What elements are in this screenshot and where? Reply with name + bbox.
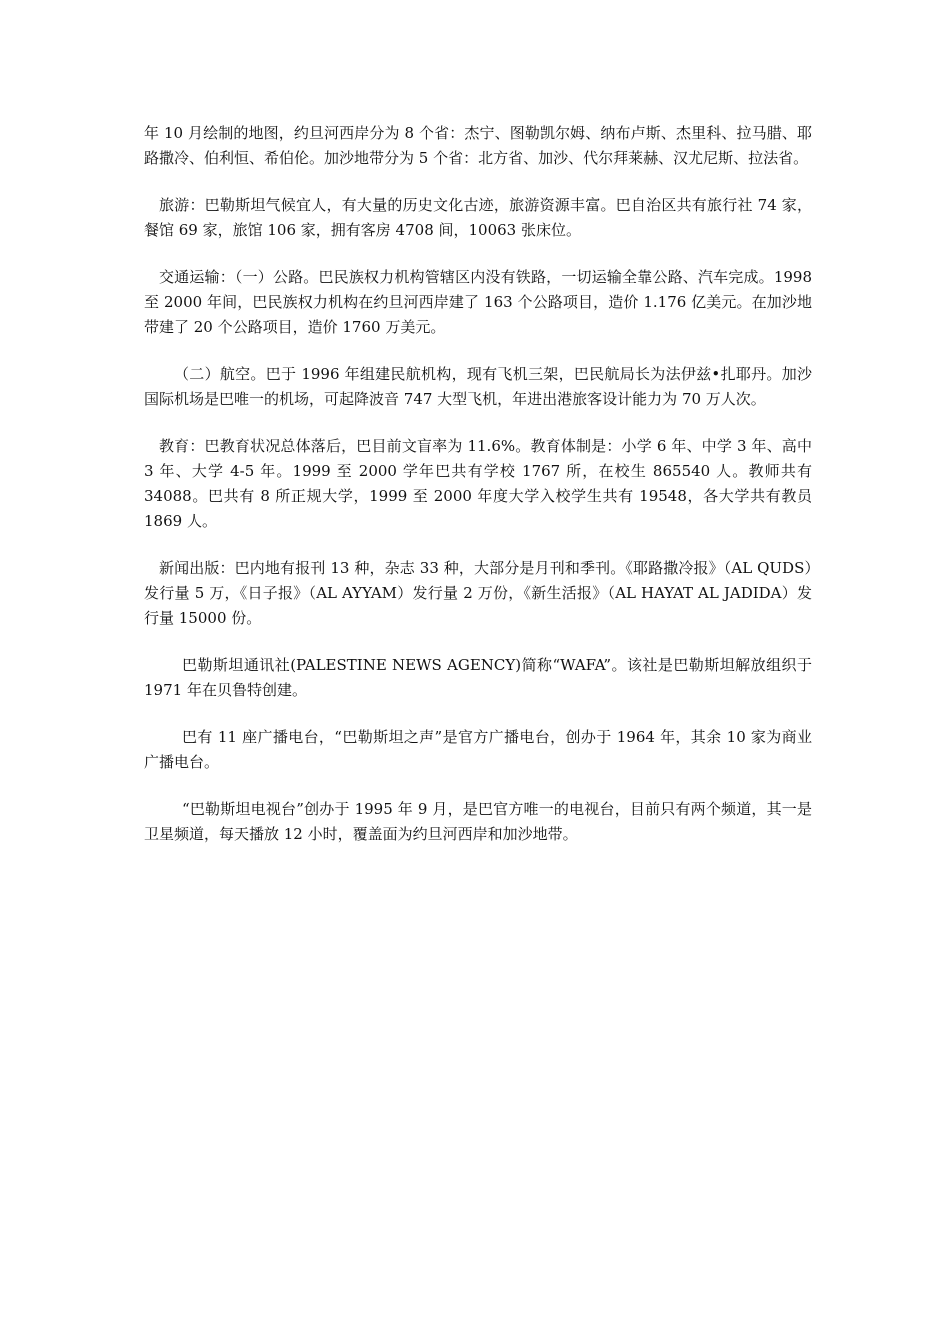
- paragraph-tourism: 旅游：巴勒斯坦气候宜人，有大量的历史文化古迹，旅游资源丰富。巴自治区共有旅行社 74 家，餐馆 69 家，旅馆 106 家，拥有客房 4708 间，10063 张床位。: [144, 196, 812, 239]
- paragraph-provinces: 年 10 月绘制的地图，约旦河西岸分为 8 个省：杰宁、图勒凯尔姆、纳布卢斯、杰里科、拉马腊、耶路撒冷、伯利恒、希伯伦。加沙地带分为 5 个省：北方省、加沙、代尔拜莱赫、汉尤尼斯、拉法省。: [144, 124, 812, 167]
- paragraph-transport-aviation: （二）航空。巴于 1996 年组建民航机构，现有飞机三架，巴民航局长为法伊兹•扎耶丹。加沙国际机场是巴唯一的机场，可起降波音 747 大型飞机，年进出港旅客设计能力为 70 万人次。: [144, 365, 812, 408]
- paragraph-television: “巴勒斯坦电视台”创办于 1995 年 9 月，是巴官方唯一的电视台，目前只有两个频道，其一是卫星频道，每天播放 12 小时，覆盖面为约旦河西岸和加沙地带。: [144, 800, 812, 843]
- paragraph-radio: 巴有 11 座广播电台，“巴勒斯坦之声”是官方广播电台，创办于 1964 年，其余 10 家为商业广播电台。: [144, 728, 812, 771]
- paragraph-press: 新闻出版：巴内地有报刊 13 种，杂志 33 种，大部分是月刊和季刊。《耶路撒冷报》（AL QUDS）发行量 5 万，《日子报》（AL AYYAM）发行量 2 万份，《新生活报》（AL HAYAT AL JADIDA）发行量 15000 份。: [144, 559, 812, 627]
- paragraph-news-agency: 巴勒斯坦通讯社(PALESTINE NEWS AGENCY)简称“WAFA”。该社是巴勒斯坦解放组织于 1971 年在贝鲁特创建。: [144, 656, 812, 699]
- paragraph-transport-roads: 交通运输：（一）公路。巴民族权力机构管辖区内没有铁路，一切运输全靠公路、汽车完成。1998 至 2000 年间，巴民族权力机构在约旦河西岸建了 163 个公路项目，造价 1.176 亿美元。在加沙地带建了 20 个公路项目，造价 1760 万美元。: [144, 268, 812, 336]
- document-body: [144, 121, 812, 869]
- paragraph-education: 教育：巴教育状况总体落后，巴目前文盲率为 11.6%。教育体制是：小学 6 年、中学 3 年、高中 3 年、大学 4-5 年。1999 至 2000 学年巴共有学校 1767 所，在校生 865540 人。教师共有 34088。巴共有 8 所正规大学，1999 至 2000 年度大学入校学生共有 19548，各大学共有教员 1869 人。: [144, 437, 812, 530]
